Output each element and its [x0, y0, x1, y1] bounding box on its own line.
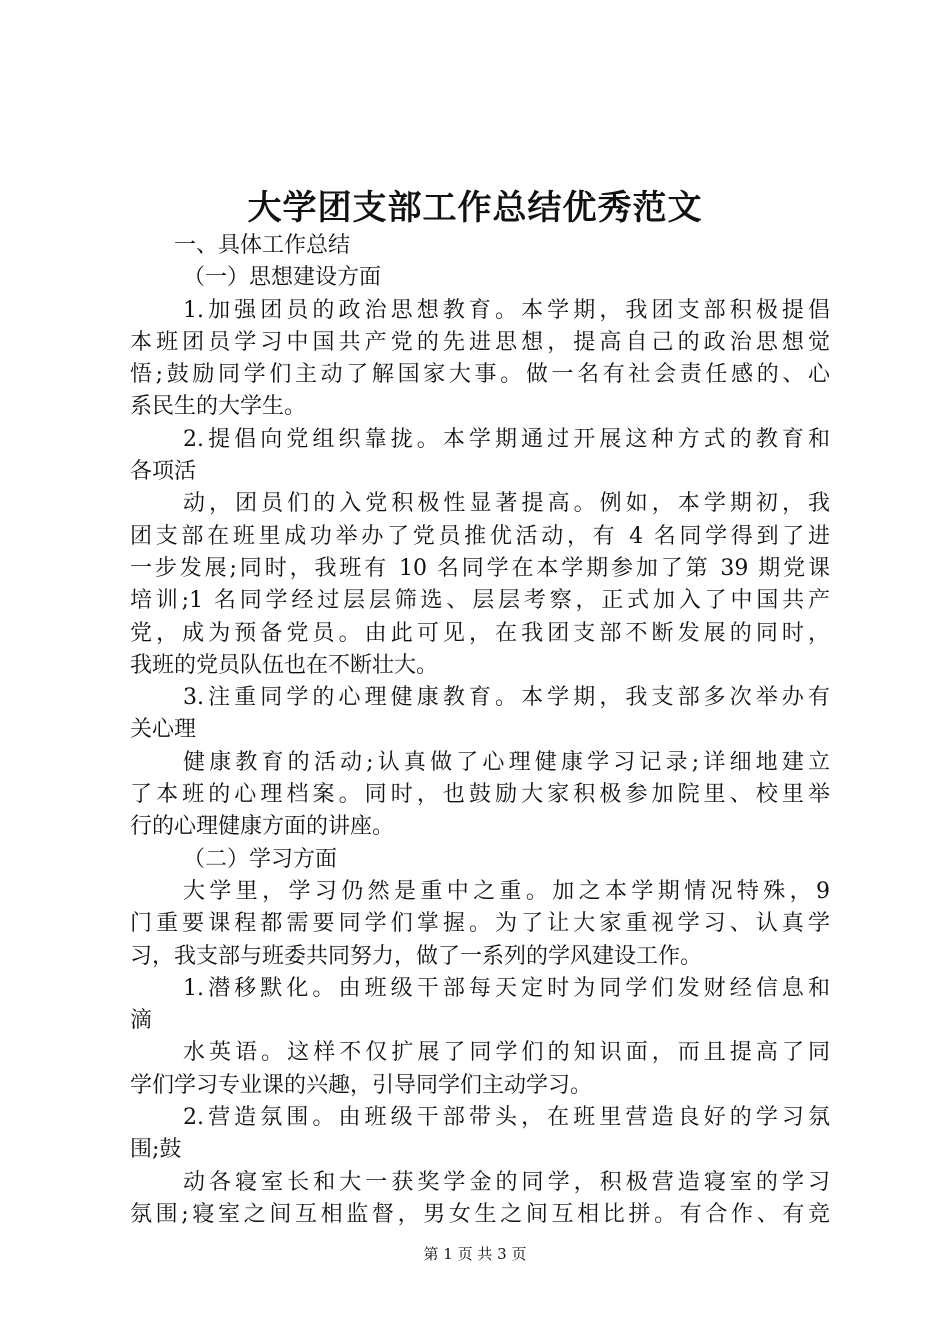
text-line: 我班的党员队伍也在不断壮大。 [130, 652, 439, 678]
text-line: 滴 [130, 1008, 153, 1034]
text-line: 一步发展;同时，我班有 10 名同学在本学期参加了第 39 期党课 [130, 555, 830, 581]
text-line: 健康教育的活动;认真做了心理健康学习记录;详细地建立 [183, 749, 830, 775]
text-line: 关心理 [130, 717, 197, 743]
text-line: 水英语。这样不仅扩展了同学们的知识面，而且提高了同 [183, 1040, 830, 1066]
text-line: 3.注重同学的心理健康教育。本学期，我支部多次举办有 [183, 685, 830, 711]
text-line: 大学里，学习仍然是重中之重。加之本学期情况特殊，9 [183, 878, 830, 904]
text-line: 1.潜移默化。由班级干部每天定时为同学们发财经信息和 [183, 975, 830, 1001]
text-line: 习，我支部与班委共同努力，做了一系列的学风建设工作。 [130, 943, 703, 969]
text-line: 本班团员学习中国共产党的先进思想，提高自己的政治思想觉 [130, 329, 830, 355]
text-line: 门重要课程都需要同学们掌握。为了让大家重视学习、认真学 [130, 911, 830, 937]
text-line: 2.提倡向党组织靠拢。本学期通过开展这种方式的教育和 [183, 426, 830, 452]
text-line: 氛围;寝室之间互相监督，男女生之间互相比拼。有合作、有竞 [130, 1201, 830, 1227]
page-footer: 第 1 页 共 3 页 [423, 1245, 527, 1263]
text-line: 各项活 [130, 459, 197, 485]
text-line: 系民生的大学生。 [130, 394, 307, 420]
text-line: 1.加强团员的政治思想教育。本学期，我团支部积极提倡 [183, 297, 830, 323]
document-body [130, 230, 830, 1231]
text-line: （二）学习方面 [183, 846, 338, 872]
text-line: 2.营造氛围。由班级干部带头，在班里营造良好的学习氛 [183, 1105, 830, 1131]
text-line: 围;鼓 [130, 1137, 182, 1163]
text-line: 团支部在班里成功举办了党员推优活动，有 4 名同学得到了进 [130, 523, 830, 549]
text-line: 学们学习专业课的兴趣，引导同学们主动学习。 [130, 1072, 593, 1098]
text-line: 党，成为预备党员。由此可见，在我团支部不断发展的同时， [130, 620, 830, 646]
text-line: （一）思想建设方面 [183, 265, 382, 291]
text-line: 行的心理健康方面的讲座。 [130, 814, 395, 840]
text-line: 一、具体工作总结 [174, 233, 351, 258]
document-title: 大学团支部工作总结优秀范文 [247, 188, 703, 228]
text-line: 动，团员们的入党积极性显著提高。例如，本学期初，我 [183, 491, 830, 517]
text-line: 悟;鼓励同学们主动了解国家大事。做一名有社会责任感的、心 [130, 362, 830, 388]
text-line: 了本班的心理档案。同时，也鼓励大家积极参加院里、校里举 [130, 782, 830, 808]
text-line: 动各寝室长和大一获奖学金的同学，积极营造寝室的学习 [183, 1169, 830, 1195]
text-line: 培训;1 名同学经过层层筛选、层层考察，正式加入了中国共产 [130, 588, 830, 614]
